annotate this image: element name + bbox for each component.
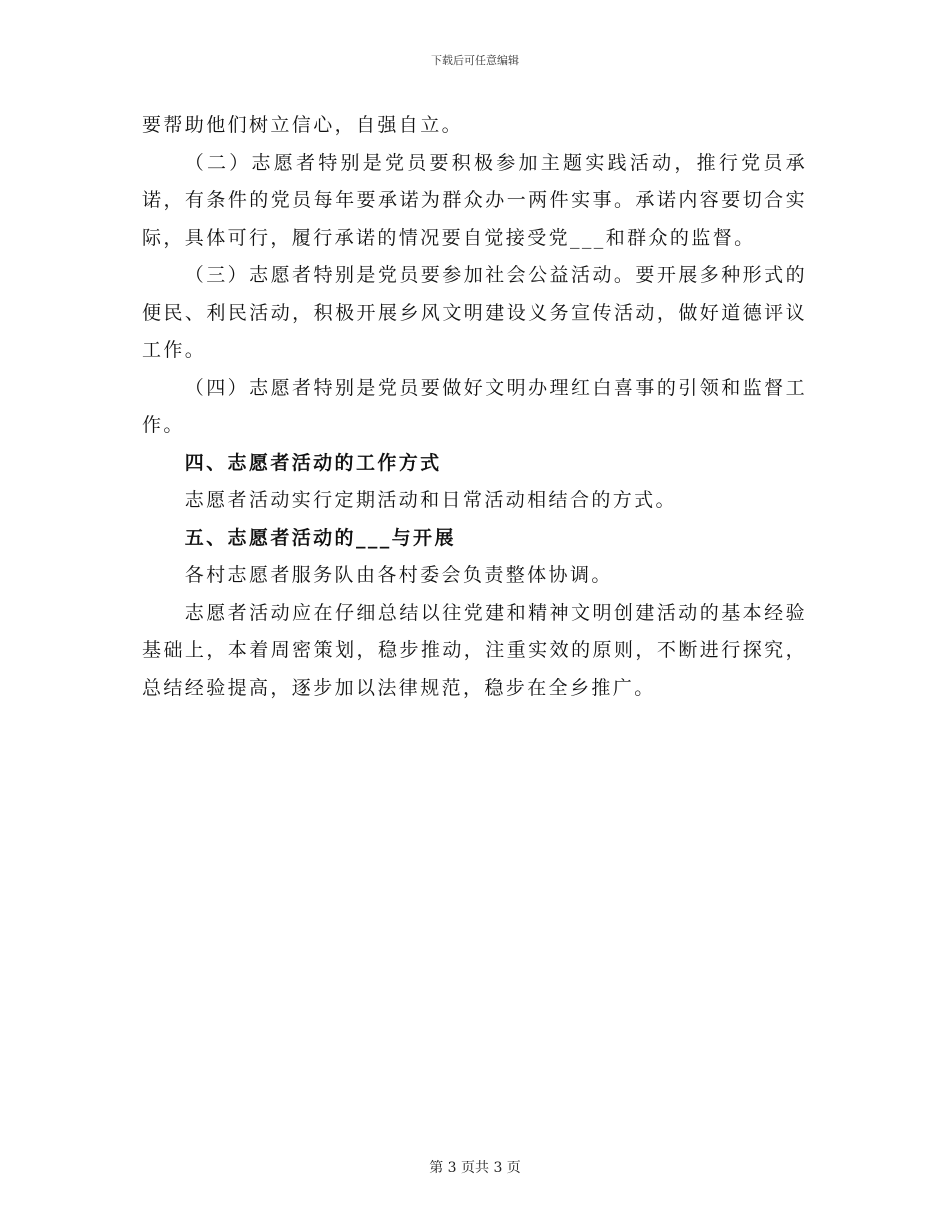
- section-heading-4: 四、志愿者活动的工作方式: [184, 451, 442, 474]
- page-number: 第 3 页共 3 页: [429, 1160, 521, 1176]
- paragraph-item-3: （三）志愿者特别是党员要参加社会公益活动。要开展多种形式的便民、利民活动，积极开展乡风文明建设义务宣传活动，做好道德评议工作。: [142, 264, 807, 361]
- section-4-text: 志愿者活动实行定期活动和日常活动相结合的方式。: [184, 489, 677, 511]
- paragraph-continuation: 要帮助他们树立信心，自强自立。: [142, 114, 464, 136]
- paragraph-item-4: （四）志愿者特别是党员要做好文明办理红白喜事的引领和监督工作。: [142, 376, 807, 436]
- document-body: [142, 107, 807, 707]
- paragraph-item-2: （二）志愿者特别是党员要积极参加主题实践活动，推行党员承诺，有条件的党员每年要承诺为群众办一两件实事。承诺内容要切合实际，具体可行，履行承诺的情况要自觉接受党___和群众的监督。: [142, 151, 807, 249]
- page-header-note: 下载后可任意编辑: [431, 54, 519, 67]
- section-heading-5: 五、志愿者活动的___与开展: [184, 526, 456, 549]
- section-5-text-2: 志愿者活动应在仔细总结以往党建和精神文明创建活动的基本经验基础上，本着周密策划，稳步推动，注重实效的原则，不断进行探究，总结经验提高，逐步加以法律规范，稳步在全乡推广。: [142, 601, 807, 699]
- section-5-text-1: 各村志愿者服务队由各村委会负责整体协调。: [184, 564, 613, 586]
